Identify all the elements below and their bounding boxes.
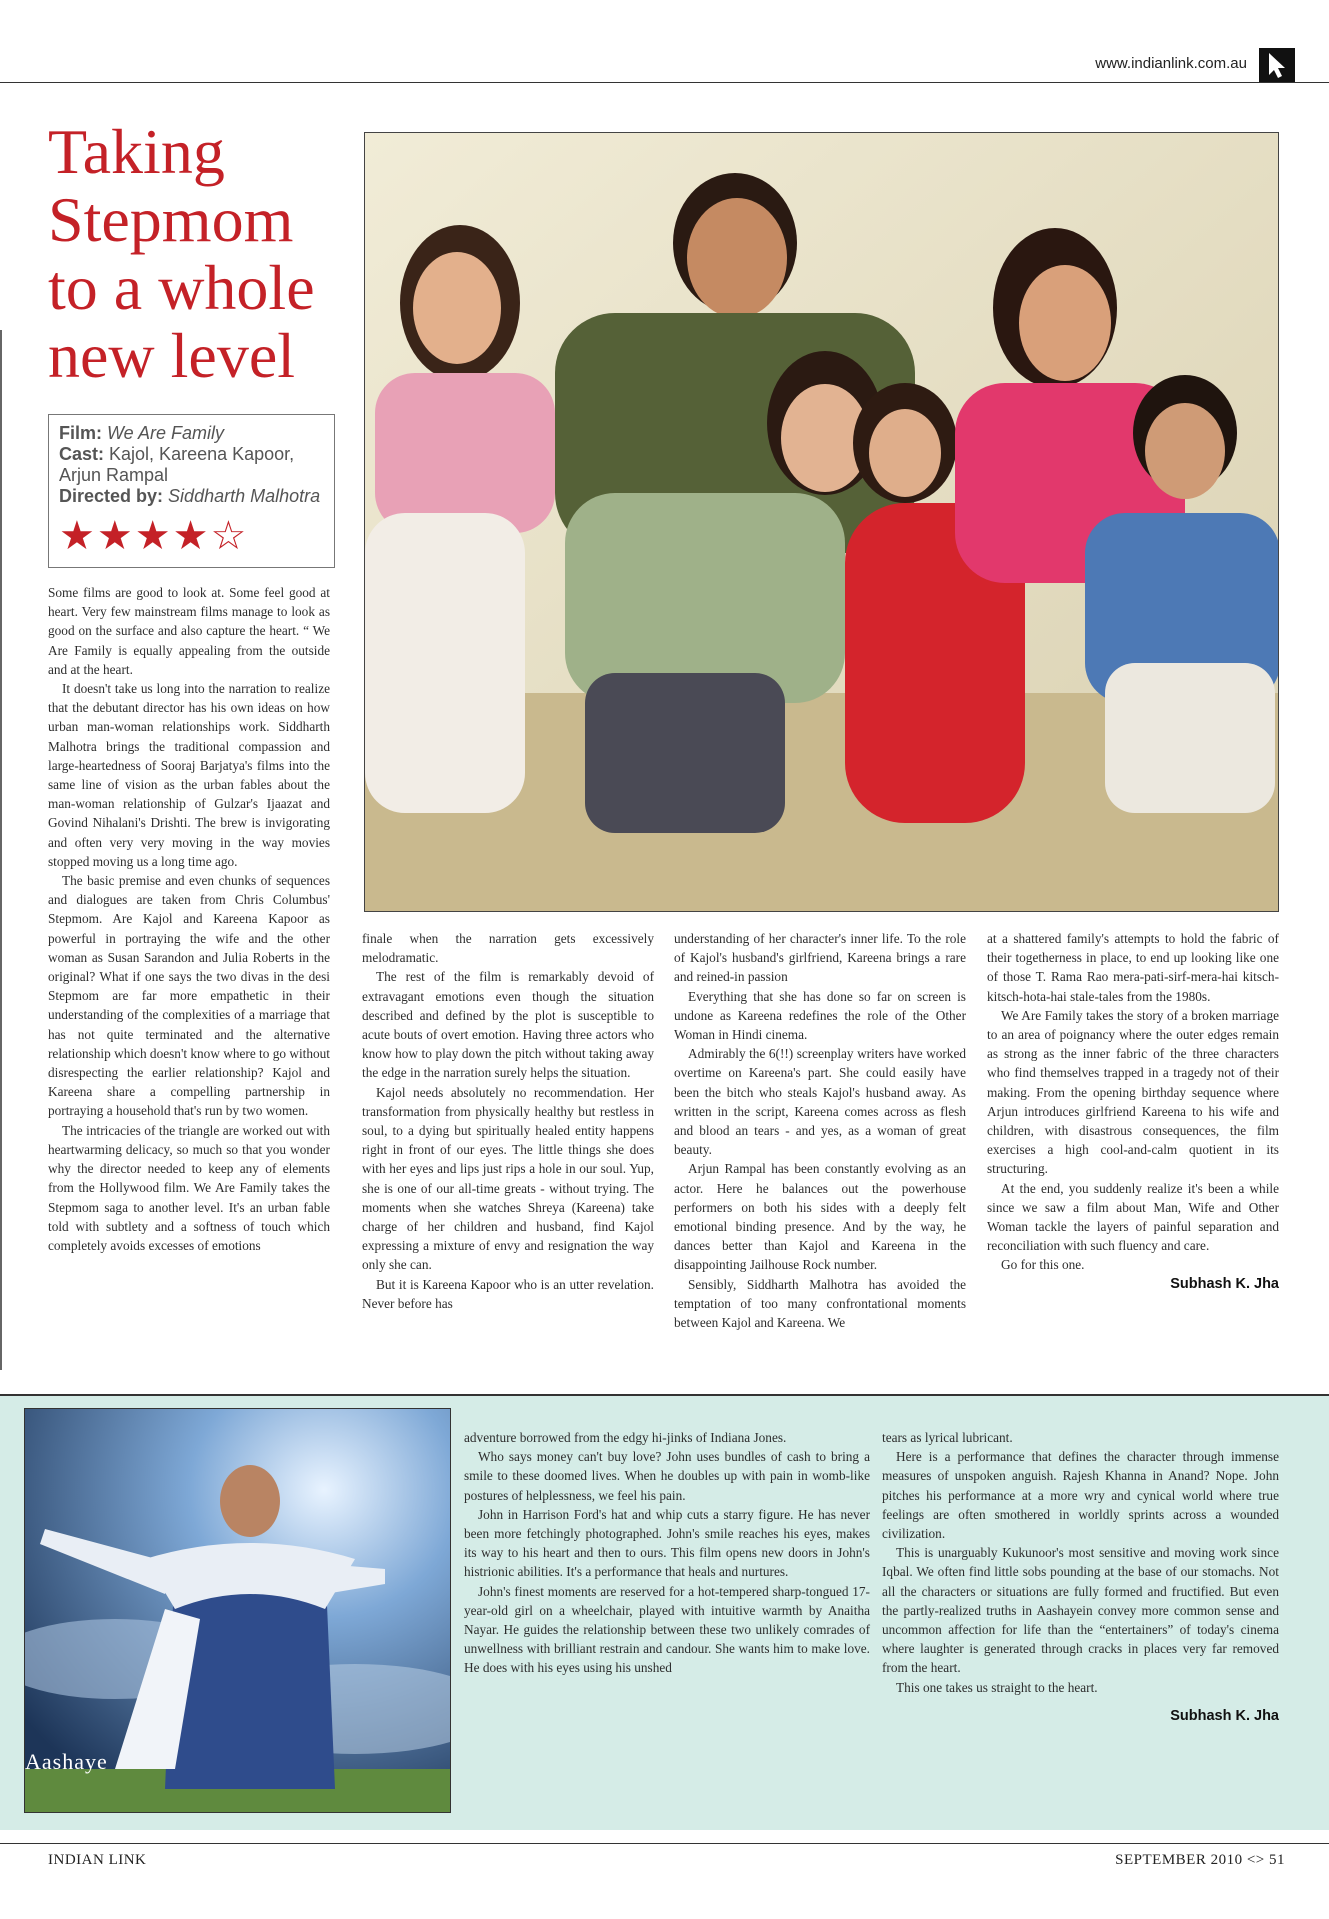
- paragraph: Who says money can't buy love? John uses bundles of cash to bring a smile to these doomed lives. When he doubles up with pain in womb-like postures of helplessness, we feel his pain.: [464, 1449, 870, 1503]
- family-photo: [364, 132, 1279, 912]
- paragraph: Go for this one.: [1001, 1257, 1085, 1273]
- review-column-2: [362, 929, 654, 1313]
- review-column-4: [987, 929, 1279, 1294]
- cast-label: Cast:: [59, 444, 105, 464]
- footer-rule: [0, 1843, 1329, 1844]
- paragraph: This is unarguably Kukunoor's most sensitive and moving work since Iqbal. We often find little sobs pounding at the base of our stomachs. Not all the characters or situations are fully formed and fructified. But even the partly-realized truths in Aashayein convey more common sense and uncommon affection for life than the “entertainers” of today's cinema where laughter is generated through cracks in places very far removed from the heart.: [882, 1545, 1279, 1676]
- cast-line: [59, 444, 324, 486]
- issue-page-number: SEPTEMBER 2010 <> 51: [1115, 1852, 1285, 1868]
- director-line: [59, 486, 324, 507]
- paragraph: John in Harrison Ford's hat and whip cuts a starry figure. He has never been more fetchingly photographed. John's smile reaches his eyes, makes its way to his heart and then to ours. This film opens new doors in John's histrionic abilities. It's a performance that heals and nurtures.: [464, 1506, 870, 1580]
- cast-value: Kajol, Kareena Kapoor, Arjun Rampal: [59, 444, 295, 485]
- paragraph: The rest of the film is remarkably devoid of extravagant emotions even though the situation described and defined by the plot is susceptible to acute bouts of overt emotion. Having three actors who know how to play down the pitch without taking away the edge in the narration surely helps the situation.: [362, 969, 654, 1081]
- star-rating: ★★★★☆: [59, 514, 249, 558]
- band-column-2: [882, 1428, 1279, 1726]
- film-info-box: [48, 414, 335, 568]
- paragraph: Some films are good to look at. Some feel good at heart. Very few mainstream films manage to look as good on the surface and also capture the heart. “ We Are Family is equally appealing from the outside and at the heart.: [48, 585, 330, 677]
- paragraph: Admirably the 6(!!) screenplay writers have worked overtime on Kareena's part. She could easily have been the bitch who steals Kajol's husband away. As written in the script, Kareena comes across as flesh and blood an tears - and yes, as a woman of great beauty.: [674, 1046, 966, 1158]
- paragraph: It doesn't take us long into the narration to realize that the debutant director has his own ideas on how urban man-woman relationships work. Siddharth Malhotra brings the traditional compassion and large-heartedness of Sooraj Barjatya's films into the same line of vision as the urban fables about the man-woman relationship of Gulzar's Ijaazat and Govind Nihalani's Drishti. The brew is invigorating and often very very moving in the way movies stopped moving us a long time ago.: [48, 681, 330, 869]
- paragraph: Everything that she has done so far on screen is undone as Kareena redefines the role of the Other Woman in Hindi cinema.: [674, 988, 966, 1043]
- header-rule: [0, 82, 1329, 83]
- paragraph: Sensibly, Siddharth Malhotra has avoided the temptation of too many confrontational moments between Kajol and Kareena. We: [674, 1276, 966, 1331]
- cursor-icon: [1259, 48, 1295, 82]
- film-title: We Are Family: [107, 423, 225, 443]
- film-line: [59, 423, 324, 444]
- paragraph: The intricacies of the triangle are worked out with heartwarming delicacy, so much so that you wonder why the director needed to keep any of elements from the Hollywood film. We Are Family takes the Stepmom saga to another level. It's an urban fable told with subtlety and a softness of touch which completely avoids excesses of emotions: [48, 1122, 330, 1253]
- paragraph: John's finest moments are reserved for a hot-tempered sharp-tongued 17-year-old girl on a wheelchair, played with intuitive warmth by Anaitha Nayar. He guides the relationship between these two unlikely comrades of unwellness with brilliant restrain and candour. She wants him to make love. He does with his eyes using his unshed: [464, 1583, 870, 1676]
- review-column-1: [48, 583, 330, 1255]
- film-label: Film:: [59, 423, 102, 443]
- paragraph: We Are Family takes the story of a broken marriage to an area of poignancy where the outer edges remain as strong as the inner fabric of the three characters who find themselves trapped in a tragedy not of their making. From the opening birthday sequence where Arjun introduces girlfriend Kareena to his wife and children, with disastrous consequences, the film exercises a high cool-and-calm quotient in its structuring.: [987, 1007, 1279, 1177]
- publication-name: INDIAN LINK: [48, 1852, 147, 1868]
- band-column-1: [464, 1428, 870, 1678]
- paragraph: Arjun Rampal has been constantly evolving as an actor. Here he balances out the powerhouse performers on both his sides with a deeply felt emotional binding presence. And by the way, he dances better than Kajol and Kareena in the disappointing Jailhouse Rock number.: [674, 1161, 966, 1273]
- side-rule: [0, 330, 2, 1370]
- byline: Subhash K. Jha: [1170, 1275, 1279, 1292]
- paragraph: understanding of her character's inner life. To the role of Kajol's husband's girlfriend, Kareena brings a rare and reined-in passion: [674, 931, 966, 985]
- paragraph: Kajol needs absolutely no recommendation. Her transformation from physically healthy but restless in soul, to a dying but spiritually healed entity happens right in front of our eyes. The little things she does with her eyes and lips just rips a hole in our soul. Yup, she is one of our all-time greats - without trying. The moments when she watches Shreya (Kareena) take charge of her children and husband, find Kajol expressing a mixture of envy and resignation the way only she can.: [362, 1084, 654, 1273]
- paragraph: But it is Kareena Kapoor who is an utter revelation. Never before has: [362, 1276, 654, 1311]
- review-column-3: [674, 929, 966, 1332]
- paragraph: At the end, you suddenly realize it's been a while since we saw a film about Man, Wife and Other Woman tackle the layers of painful separation and reconciliation with such fluency and care.: [987, 1180, 1279, 1254]
- directed-label: Directed by:: [59, 486, 164, 506]
- aashayein-photo: [24, 1408, 451, 1813]
- photo-caption: Aashaye: [25, 1749, 108, 1774]
- paragraph: at a shattered family's attempts to hold the fabric of their togetherness in place, to end up looking like one of those T. Rama Rao mera-pati-sirf-mera-hai kitsch-kitsch-hota-hai stale-tales from the 1980s.: [987, 931, 1279, 1004]
- paragraph: adventure borrowed from the edgy hi-jinks of Indiana Jones.: [464, 1430, 787, 1445]
- site-url[interactable]: www.indianlink.com.au: [1095, 55, 1247, 72]
- director-value: Siddharth Malhotra: [168, 486, 321, 506]
- paragraph: The basic premise and even chunks of sequences and dialogues are taken from Chris Columbus' Stepmom. Are Kajol and Kareena Kapoor as powerful in portraying the wife and the other woman as Susan Sarandon and Julia Roberts in the original? What if one says the two divas in the desi Stepmom are far more empathetic in their understanding of the complexities of a marriage that has not quite terminated and the alternative relationship which doesn't know where to go without disrespecting the earlier relationship? Kajol and Kareena share a compelling partnership in portraying a household that's run by two women.: [48, 873, 330, 1119]
- byline: Subhash K. Jha: [1170, 1707, 1279, 1724]
- paragraph: This one takes us straight to the heart.: [896, 1679, 1098, 1695]
- paragraph: finale when the narration gets excessively melodramatic.: [362, 931, 654, 966]
- paragraph: Here is a performance that defines the character through immense measures of unspoken anguish. Rajesh Khanna in Anand? Nope. John pitches his performance at a more wry and cynical world where true feelings are often smothered in worldly sprints across a wounded civilization.: [882, 1449, 1279, 1542]
- paragraph: tears as lyrical lubricant.: [882, 1430, 1013, 1445]
- headline: Taking Stepmom to a whole new level: [48, 116, 315, 391]
